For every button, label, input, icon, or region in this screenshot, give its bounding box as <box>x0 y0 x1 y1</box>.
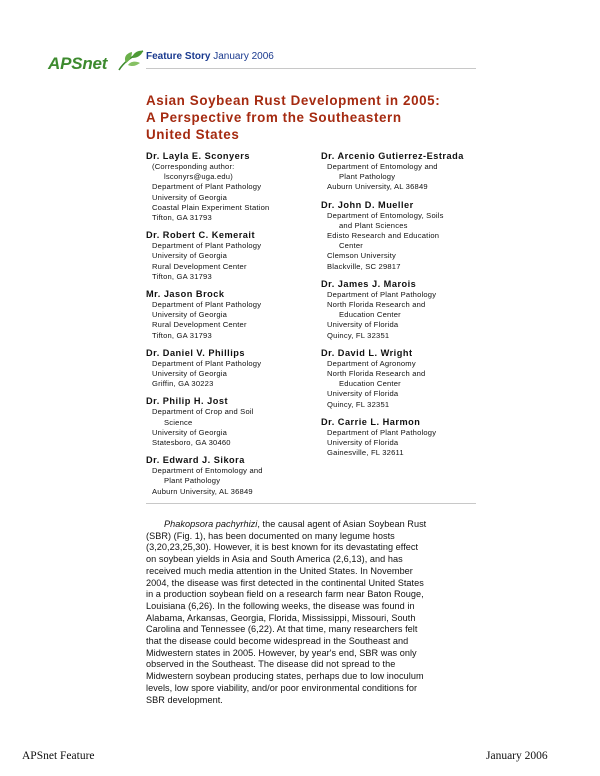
leaf-icon <box>116 48 146 74</box>
affiliation-line: Statesboro, GA 30460 <box>152 438 231 448</box>
affiliation-line: Gainesville, FL 32611 <box>327 448 404 458</box>
affiliation-line: Plant Pathology <box>339 172 396 182</box>
feature-label: Feature Story <box>146 51 211 62</box>
affiliation-line: North Florida Research and <box>327 300 426 310</box>
affiliation-line: Department of Plant Pathology <box>152 358 262 368</box>
affiliation-line: North Florida Research and <box>327 369 426 379</box>
author-block <box>146 454 321 497</box>
authors-left-column <box>146 150 321 503</box>
affiliation-line: Department of Entomology and <box>327 162 438 171</box>
apsnet-logo[interactable] <box>48 48 146 78</box>
author-name: Dr. Edward J. Sikora <box>146 455 245 466</box>
author-name: Dr. Daniel V. Phillips <box>146 347 245 358</box>
body-line: Carolina and Tennessee (6,22). At that time, many researchers felt <box>146 624 418 635</box>
author-name: Dr. John D. Mueller <box>321 199 414 210</box>
author-name: Dr. Robert C. Kemerait <box>146 230 256 241</box>
affiliation-line: Department of Plant Pathology <box>152 300 262 310</box>
affiliation-line: Quincy, FL 32351 <box>327 330 390 340</box>
author-name: Dr. Carrie L. Harmon <box>321 416 421 427</box>
body-line: Midwestern states in 2005. However, by year's end, SBR was only <box>146 647 417 658</box>
article-body <box>146 519 488 706</box>
feature-story-header <box>146 51 274 62</box>
affiliation-line: Tifton, GA 31793 <box>152 213 212 223</box>
affiliation-line: Rural Development Center <box>152 320 247 330</box>
body-line: on soybean yields in Asia and South America (2,6,13), and has <box>146 554 403 565</box>
header-date: January 2006 <box>213 51 274 62</box>
affiliation-line: Education Center <box>339 310 401 320</box>
species-name: Phakopsora pachyrhizi <box>164 519 258 529</box>
affiliation-line: lsconyrs@uga.edu) <box>164 172 233 182</box>
affiliation-line: Tifton, GA 31793 <box>152 330 212 340</box>
affiliation-line: Coastal Plain Experiment Station <box>152 202 270 212</box>
section-divider <box>146 503 476 504</box>
affiliation-line: Department of Plant Pathology <box>152 241 262 251</box>
affiliation-line: Griffin, GA 30223 <box>152 379 214 389</box>
affiliation-line: Blackville, SC 29817 <box>327 261 401 271</box>
affiliation-line: Center <box>339 241 363 251</box>
affiliation-line: Education Center <box>339 379 401 389</box>
body-line: Alabama, Arkansas, Georgia, Florida, Mississippi, Missouri, South <box>146 612 416 623</box>
author-block <box>146 347 321 390</box>
body-line: (SBR) (Fig. 1), has been documented on many legume hosts <box>146 530 395 541</box>
footer-source: APSnet Feature <box>22 750 95 762</box>
affiliation-line: Auburn University, AL 36849 <box>327 182 428 192</box>
affiliation-line: Department of Plant Pathology <box>327 289 437 299</box>
body-line: (3,20,23,25,30). However, it is best known for its devastating effect <box>146 542 419 553</box>
author-block <box>146 150 321 223</box>
body-first-line: Phakopsora pachyrhizi, the causal agent of Asian Soybean Rust <box>164 519 427 529</box>
author-name: Dr. David L. Wright <box>321 347 413 358</box>
body-line: Midwestern soybean producing states, perhaps due to low inoculum <box>146 671 424 682</box>
affiliation-line: Department of Plant Pathology <box>152 182 262 192</box>
affiliation-line: University of Florida <box>327 320 399 330</box>
affiliation-line: University of Georgia <box>152 310 228 320</box>
affiliation-line: Rural Development Center <box>152 261 247 271</box>
title-line: A Perspective from the Southeastern <box>146 110 402 125</box>
author-name: Mr. Jason Brock <box>146 289 225 300</box>
authors-right-column <box>321 150 491 464</box>
logo-text: APSnet <box>48 54 108 73</box>
title-line: United States <box>146 127 240 142</box>
body-line: that the disease could become widespread in the Southeast and <box>146 636 409 647</box>
body-line: in a production soybean field on a research farm near Baton Rouge, <box>146 589 424 600</box>
author-block <box>321 150 491 193</box>
header-divider <box>146 68 476 69</box>
title-line: Asian Soybean Rust Development in 2005: <box>146 93 441 108</box>
author-name: Dr. Layla E. Sconyers <box>146 151 250 161</box>
affiliation-line: Department of Plant Pathology <box>327 427 437 437</box>
affiliation-line: Auburn University, AL 36849 <box>152 486 253 496</box>
affiliation-line: Department of Agronomy <box>327 358 416 368</box>
affiliation-line: University of Florida <box>327 389 399 399</box>
author-block <box>146 288 321 341</box>
affiliation-line: University of Florida <box>327 438 399 448</box>
affiliation-line: University of Georgia <box>152 369 228 379</box>
body-line: received much media attention in the United States. In November <box>146 565 413 576</box>
affiliation-line: Clemson University <box>327 251 397 261</box>
author-block <box>146 229 321 282</box>
affiliation-line: Quincy, FL 32351 <box>327 399 390 409</box>
affiliation-line: Plant Pathology <box>164 476 221 486</box>
affiliation-line: University of Georgia <box>152 192 228 202</box>
article-title <box>146 92 476 143</box>
footer-date: January 2006 <box>486 750 548 762</box>
author-name: Dr. Arcenio Gutierrez-Estrada <box>321 151 464 161</box>
author-block <box>146 395 321 448</box>
affiliation-line: Science <box>164 417 193 427</box>
body-line: 2004, the disease was first detected in the continental United States <box>146 577 424 588</box>
affiliation-line: Tifton, GA 31793 <box>152 271 212 281</box>
affiliation-line: Edisto Research and Education <box>327 231 440 241</box>
author-name: Dr. Philip H. Jost <box>146 396 229 407</box>
body-line: levels, low spore viability, and/or poor environmental conditions for <box>146 682 418 693</box>
author-block <box>321 416 491 459</box>
body-line: observed in the Southeast. The disease did not spread to the <box>146 659 396 670</box>
body-line: SBR development. <box>146 694 223 705</box>
author-block <box>321 347 491 410</box>
affiliation-line: (Corresponding author: <box>152 162 235 171</box>
affiliation-line: Department of Entomology, Soils <box>327 210 444 220</box>
affiliation-line: and Plant Sciences <box>339 220 408 230</box>
affiliation-line: University of Georgia <box>152 251 228 261</box>
author-name: Dr. James J. Marois <box>321 278 417 289</box>
affiliation-line: Department of Entomology and <box>152 466 263 476</box>
affiliation-line: University of Georgia <box>152 427 228 437</box>
author-block <box>321 199 491 272</box>
body-line: Louisiana (6,26). In the following weeks, the disease was found in <box>146 600 415 611</box>
author-block <box>321 278 491 341</box>
affiliation-line: Department of Crop and Soil <box>152 407 254 417</box>
